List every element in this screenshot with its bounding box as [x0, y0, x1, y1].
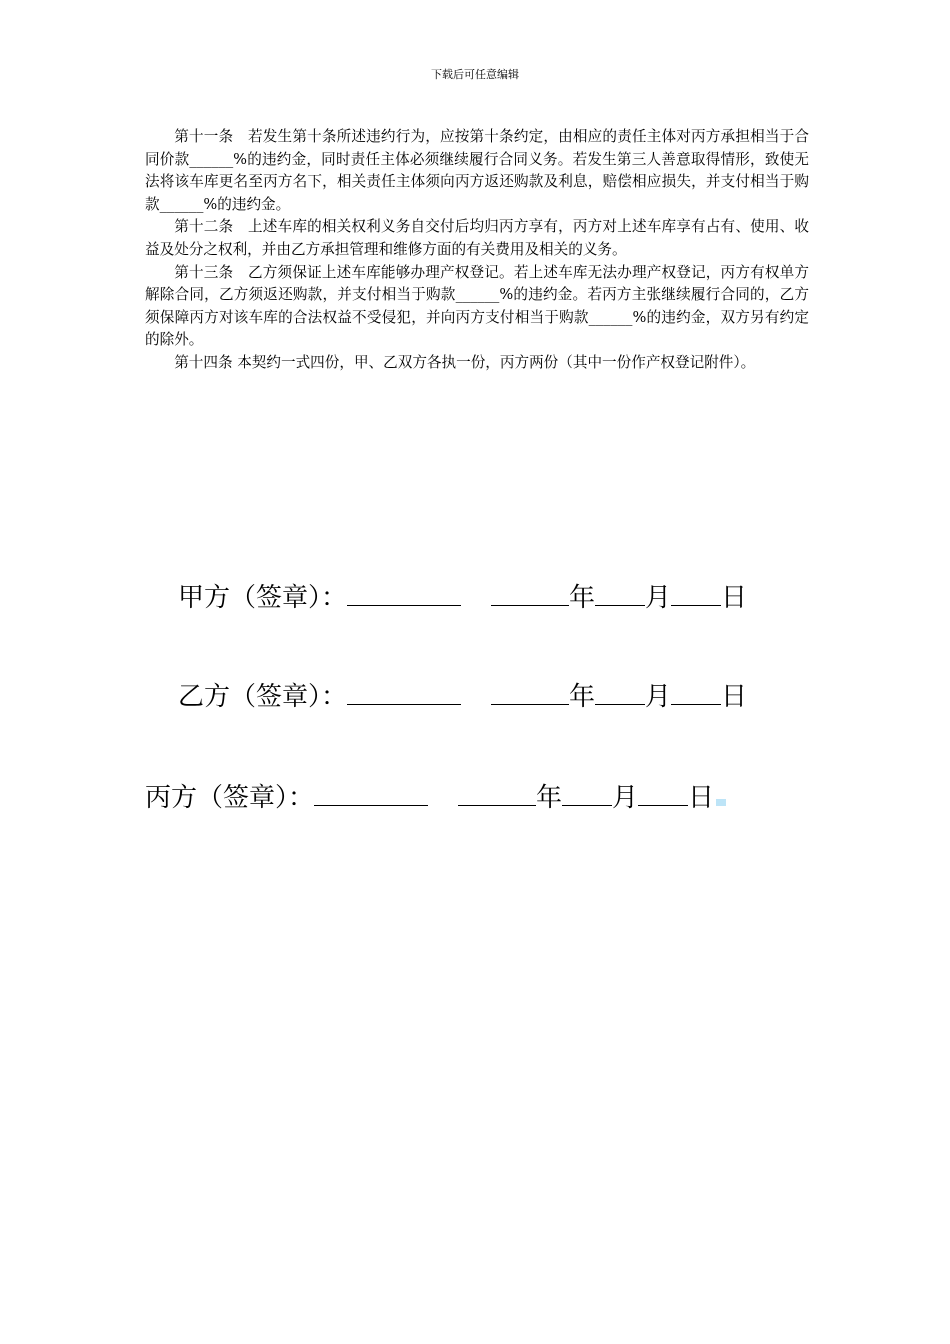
- year-blank: [491, 581, 569, 606]
- article-13-text-1: 第十三条 乙方须保证上述车库能够办理产权登记。若上述车库无法办理产权登记，丙方有权单方解除合同，乙方须返还购款，并支付相当于购款: [145, 263, 809, 304]
- article-11: [145, 126, 809, 216]
- day-blank: [638, 781, 688, 806]
- year-blank: [458, 781, 536, 806]
- day-label: 日: [721, 682, 748, 712]
- penalty-percent-blank: [589, 309, 633, 326]
- text-cursor-marker: [716, 799, 726, 806]
- article-12: [145, 216, 809, 261]
- day-label: 日: [688, 783, 715, 813]
- article-11-text-2: %的违约金，同时责任主体必须继续履行合同义务。若发生第三人善意取得情形，致使无法将该车库更名至丙方名下，相关责任主体须向丙方返还购款及利息，赔偿相应损失，并支付相当于购款: [145, 150, 809, 213]
- month-blank: [595, 680, 645, 705]
- month-label: 月: [612, 783, 639, 813]
- signature-label: 乙方（签章）：: [178, 682, 348, 712]
- signature-label: 甲方（签章）：: [178, 583, 348, 613]
- signature-blank: [347, 680, 461, 705]
- article-14-text: 第十四条 本契约一式四份，甲、乙双方各执一份，丙方两份（其中一份作产权登记附件）。: [174, 353, 756, 371]
- year-blank: [491, 680, 569, 705]
- penalty-percent-blank: [189, 151, 233, 168]
- day-blank: [671, 581, 721, 606]
- year-label: 年: [536, 783, 563, 813]
- signature-line-party-b: [178, 680, 747, 714]
- article-11-text-1: 第十一条 若发生第十条所述违约行为，应按第十条约定，由相应的责任主体对丙方承担相当于合同价款: [145, 128, 809, 168]
- signature-label: 丙方（签章）：: [145, 783, 315, 813]
- signature-line-party-c: [145, 781, 726, 815]
- article-11-text-3: %的违约金。: [203, 195, 291, 213]
- year-label: 年: [569, 682, 596, 712]
- month-blank: [562, 781, 612, 806]
- signature-line-party-a: [178, 581, 747, 615]
- article-14: [145, 352, 809, 375]
- signature-blank: [347, 581, 461, 606]
- day-blank: [671, 680, 721, 705]
- penalty-percent-blank: [456, 286, 500, 303]
- month-blank: [595, 581, 645, 606]
- year-label: 年: [569, 583, 596, 613]
- signature-blank: [314, 781, 428, 806]
- page-header: 下载后可任意编辑: [431, 68, 519, 81]
- month-label: 月: [645, 583, 672, 613]
- contract-body: [145, 126, 809, 375]
- article-13-text-3: %的违约金，双方另有约定的除外。: [145, 308, 809, 349]
- article-13-text-2: %的违约金。若丙方主张继续履行合同的，乙方须保障丙方对该车库的合法权益不受侵犯，并向丙方支付相当于购款: [145, 286, 809, 326]
- month-label: 月: [645, 682, 672, 712]
- day-label: 日: [721, 583, 748, 613]
- article-13: [145, 262, 809, 352]
- penalty-percent-blank: [160, 196, 204, 213]
- article-12-text: 第十二条 上述车库的相关权利义务自交付后均归丙方享有，丙方对上述车库享有占有、使用、收益及处分之权利，并由乙方承担管理和维修方面的有关费用及相关的义务。: [145, 218, 809, 258]
